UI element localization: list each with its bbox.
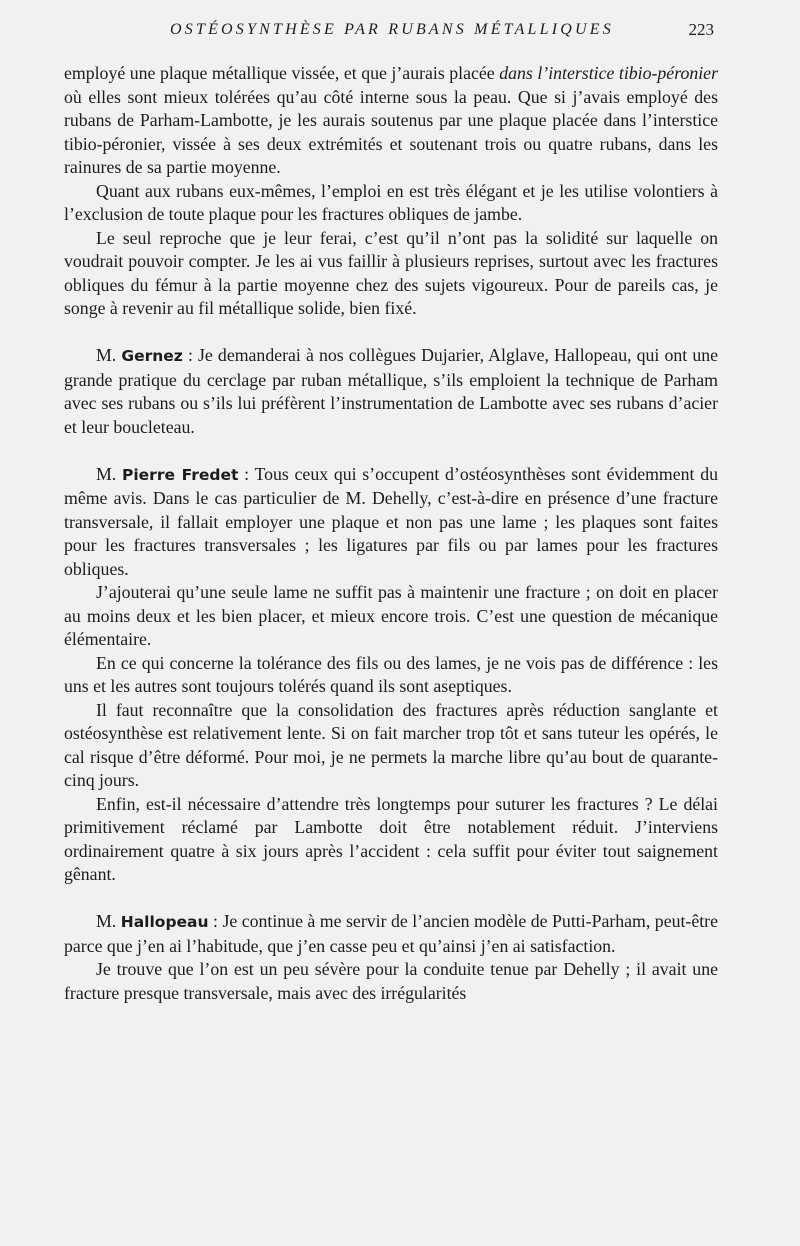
paragraph xyxy=(64,699,718,793)
text-run: : Je demanderai à nos collègues Dujarier, Alglave, Hallopeau, qui ont une grande pratique du cerclage par ruban métallique, s’ils emploient la technique de Parham avec ses rubans ou s’ils lui préfèrent l’instrumentation de Lambotte avec ses rubans d’acier et leur boucleteau. xyxy=(64,345,719,437)
speaker-name: Gernez xyxy=(121,347,183,365)
paragraph xyxy=(64,62,718,180)
text-run: Quant aux rubans eux-mêmes, l’emploi en est très élégant et je les utilise volontiers à l’exclusion de toute plaque pour les fractures obliques de jambe. xyxy=(64,180,718,224)
running-title: OSTÉOSYNTHÈSE PAR RUBANS MÉTALLIQUES xyxy=(170,21,614,38)
text-run: Enfin, est-il nécessaire d’attendre très longtemps pour suturer les fractures ? Le délai primitivement réclamé par Lambotte doit être notablement réduit. J’interviens ordinairement quatre à six jours après l’accident : cela suffit pour éviter tout saignement gênant. xyxy=(64,793,718,884)
text-run: En ce qui concerne la tolérance des fils ou des lames, je ne vois pas de différence : les uns et les autres sont toujours tolérés quand ils sont aseptiques. xyxy=(64,652,718,696)
body-text xyxy=(64,62,718,1005)
text-run: employé une plaque métallique vissée, et que j’aurais placée xyxy=(64,63,500,83)
text-run: Je trouve que l’on est un peu sévère pour la conduite tenue par Dehelly ; il avait une fracture presque transversale, mais avec des irrégularités xyxy=(64,959,718,1003)
paragraph xyxy=(64,463,718,582)
paragraph xyxy=(64,793,718,887)
paragraph xyxy=(64,227,718,321)
text-run: Il faut reconnaître que la consolidation des fractures après réduction sanglante et ostéosynthèse est relativement lente. Si on fait marcher trop tôt et sans tuteur les opérés, le cal risque d’être déformé. Pour moi, je ne permets la marche libre qu’au bout de quarante-cinq jours. xyxy=(64,699,718,790)
page-number: 223 xyxy=(688,20,714,39)
paragraph xyxy=(64,581,718,652)
paragraph xyxy=(64,910,718,958)
text-run: où elles sont mieux tolérées qu’au côté interne sous la peau. Que si j’avais employé des rubans de Parham-Lambotte, je les aurais soutenus par une plaque placée dans l’interstice tibio-péronier, vissée à ses deux extrémités et soutenant trois ou quatre rubans, dans les rainures de sa partie moyenne. xyxy=(64,86,718,177)
speaker-name: Hallopeau xyxy=(120,913,209,931)
text-run: : Je continue à me servir de l’ancien modèle de Putti-Parham, peut-être parce que j’en ai l’habitude, que j’en casse peu et qu’ainsi j’en ai satisfaction. xyxy=(64,911,718,956)
text-run: : Tous ceux qui s’occupent d’ostéosynthèses sont évidemment du même avis. Dans le cas particulier de M. Dehelly, c’est-à-dire en présence d’une fracture transversale, il fallait employer une plaque et non pas une lame ; les plaques sont faites pour les fractures transversales ; les ligatures par fils ou par lames pour les fractures obliques. xyxy=(64,463,718,579)
paragraph xyxy=(64,344,718,439)
paragraph xyxy=(64,958,718,1005)
speaker-name: Pierre Fredet xyxy=(121,465,239,484)
paragraph xyxy=(64,180,718,227)
italic-text: dans l’interstice tibio-péronier xyxy=(499,63,718,83)
text-run: M. xyxy=(96,345,122,365)
page-header xyxy=(64,18,720,42)
text-run: J’ajouterai qu’une seule lame ne suffit pas à maintenir une fracture ; on doit en placer au moins deux et les bien placer, et mieux encore trois. C’est une question de mécanique élémentaire. xyxy=(64,582,718,649)
text-run: M. xyxy=(96,911,121,931)
paragraph xyxy=(64,652,718,699)
text-run: Le seul reproche que je leur ferai, c’est qu’il n’ont pas la solidité sur laquelle on voudrait pouvoir compter. Je les ai vus faillir à plusieurs reprises, surtout avec les fractures obliques du fémur à la partie moyenne chez des sujets vigoureux. Pour de pareils cas, je songe à revenir au fil métallique solide, bien fixé. xyxy=(64,227,718,318)
text-run: M. xyxy=(96,463,122,484)
